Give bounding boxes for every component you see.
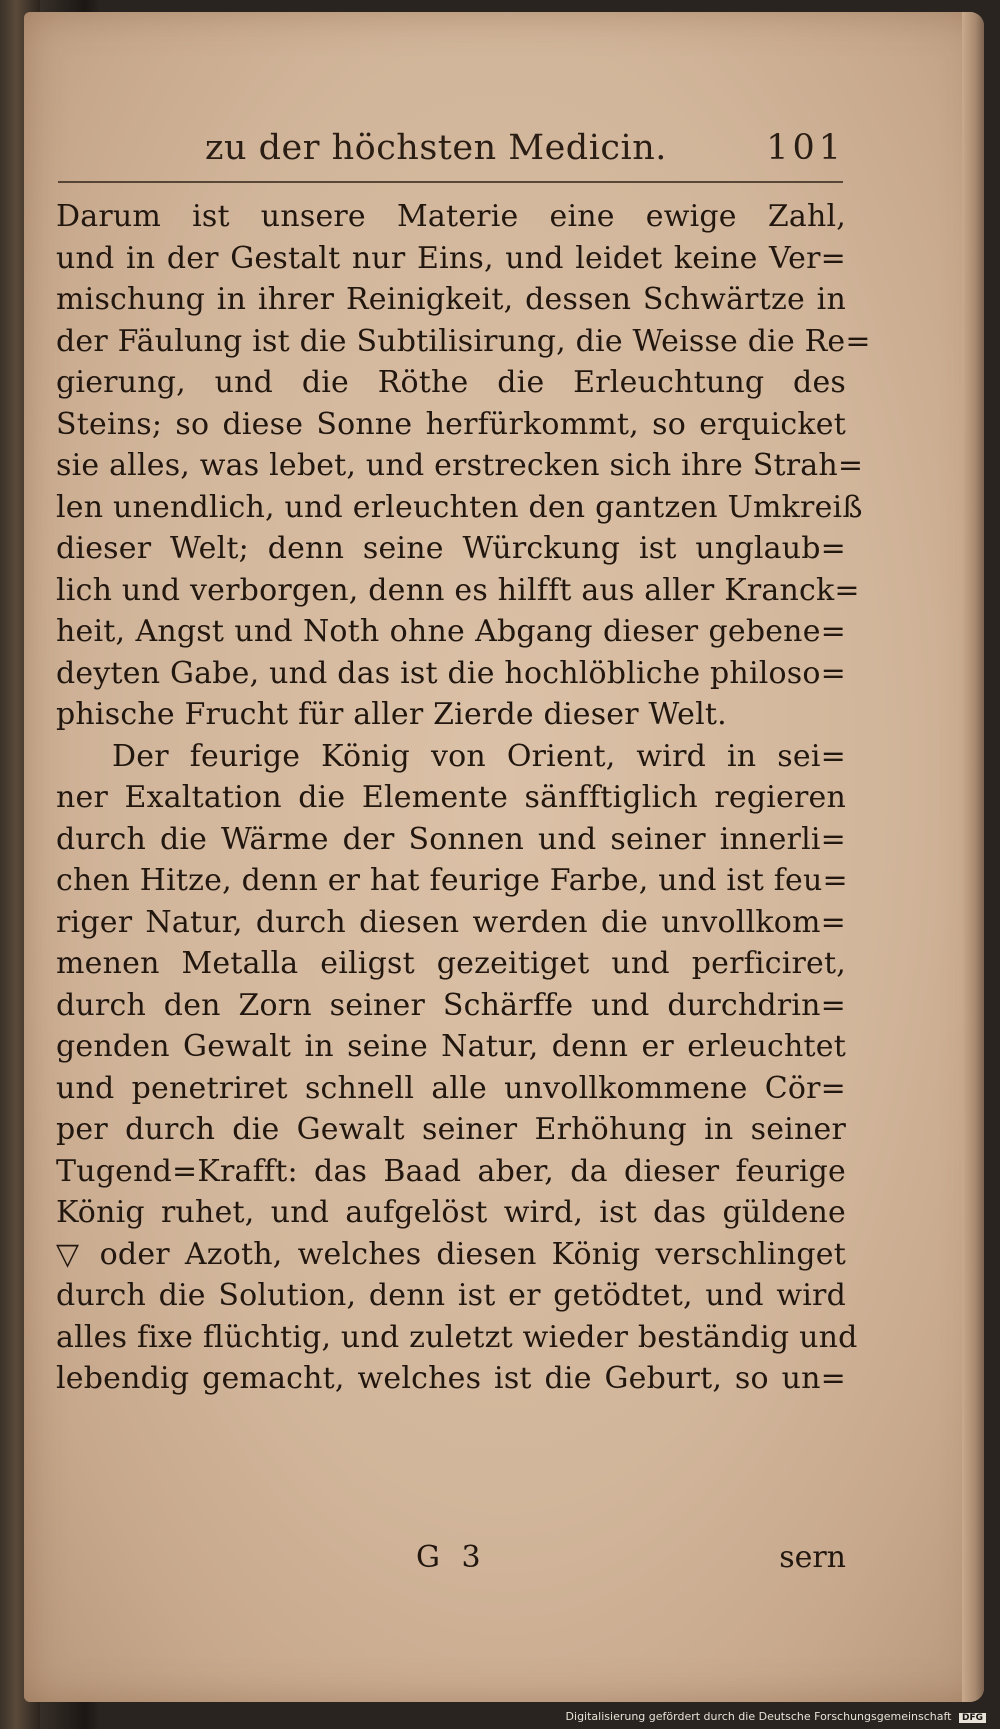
running-title: zu der höchsten Medicin. — [205, 128, 667, 168]
text-line: ▽ oder Azoth, welches diesen König verschlinget — [56, 1236, 846, 1272]
page-footer — [56, 1540, 846, 1584]
funding-note — [566, 1710, 986, 1723]
text-line: sie alles, was lebet, und erstrecken sich ihre Strah= — [56, 448, 864, 483]
text-line: heit, Angst und Noth ohne Abgang dieser gebene= — [56, 614, 846, 649]
text-line: und in der Gestalt nur Eins, und leidet keine Ver= — [56, 240, 846, 276]
text-line: chen Hitze, denn er hat feurige Farbe, und ist feu= — [56, 863, 848, 898]
text-line: alles fixe flüchtig, und zuletzt wieder beständig und — [56, 1319, 858, 1355]
text-line: lebendig gemacht, welches ist die Geburt, so un= — [56, 1361, 846, 1396]
text-line: durch den Zorn seiner Schärffe und durchdrin= — [56, 987, 846, 1023]
signature-mark: G 3 — [416, 1540, 487, 1575]
text-line: Der feurige König von Orient, wird in sei= — [112, 738, 846, 774]
text-line: menen Metalla eiligst gezeitiget und perficiret, — [56, 946, 846, 981]
text-line: len unendlich, und erleuchten den gantzen Umkreiß — [56, 489, 863, 525]
text-line: lich und verborgen, denn es hilfft aus aller Kranck= — [56, 572, 860, 608]
text-line: gierung, und die Röthe die Erleuchtung des — [56, 365, 846, 400]
page-header — [205, 128, 845, 178]
text-line: riger Natur, durch diesen werden die unvollkom= — [56, 904, 846, 940]
page-fore-edge — [962, 12, 984, 1702]
text-line: König ruhet, und aufgelöst wird, ist das güldene — [56, 1195, 846, 1230]
text-line: genden Gewalt in seine Natur, denn er erleuchtet — [56, 1029, 846, 1064]
text-line: durch die Wärme der Sonnen und seiner innerli= — [56, 821, 846, 857]
page-number: 101 — [766, 128, 845, 168]
header-rule — [58, 181, 843, 183]
catchword: sern — [779, 1540, 846, 1575]
text-line: durch die Solution, denn ist er getödtet, und wird — [56, 1278, 846, 1313]
text-line: per durch die Gewalt seiner Erhöhung in seiner — [56, 1112, 846, 1147]
text-line: dieser Welt; denn seine Würckung ist unglaub= — [56, 531, 846, 566]
text-line: der Fäulung ist die Subtilisirung, die Weisse die Re= — [56, 323, 871, 359]
funding-text: Digitalisierung gefördert durch die Deutsche Forschungsgemeinschaft — [565, 1710, 952, 1723]
body-text — [56, 196, 871, 1400]
text-line: ner Exaltation die Elemente sänfftiglich regieren — [56, 780, 846, 815]
text-line: Tugend=Krafft: das Baad aber, da dieser feurige — [56, 1153, 846, 1189]
dfg-logo: DFG — [959, 1713, 986, 1723]
text-line: phische Frucht für aller Zierde dieser Welt. — [56, 697, 727, 732]
text-line: deyten Gabe, und das ist die hochlöbliche philoso= — [56, 655, 846, 691]
text-line: Steins; so diese Sonne herfürkommt, so erquicket — [56, 406, 846, 442]
text-line: und penetriret schnell alle unvollkommene Cör= — [56, 1070, 846, 1106]
text-line: mischung in ihrer Reinigkeit, dessen Schwärtze in — [56, 282, 846, 317]
text-line: Darum ist unsere Materie eine ewige Zahl, — [56, 199, 846, 234]
